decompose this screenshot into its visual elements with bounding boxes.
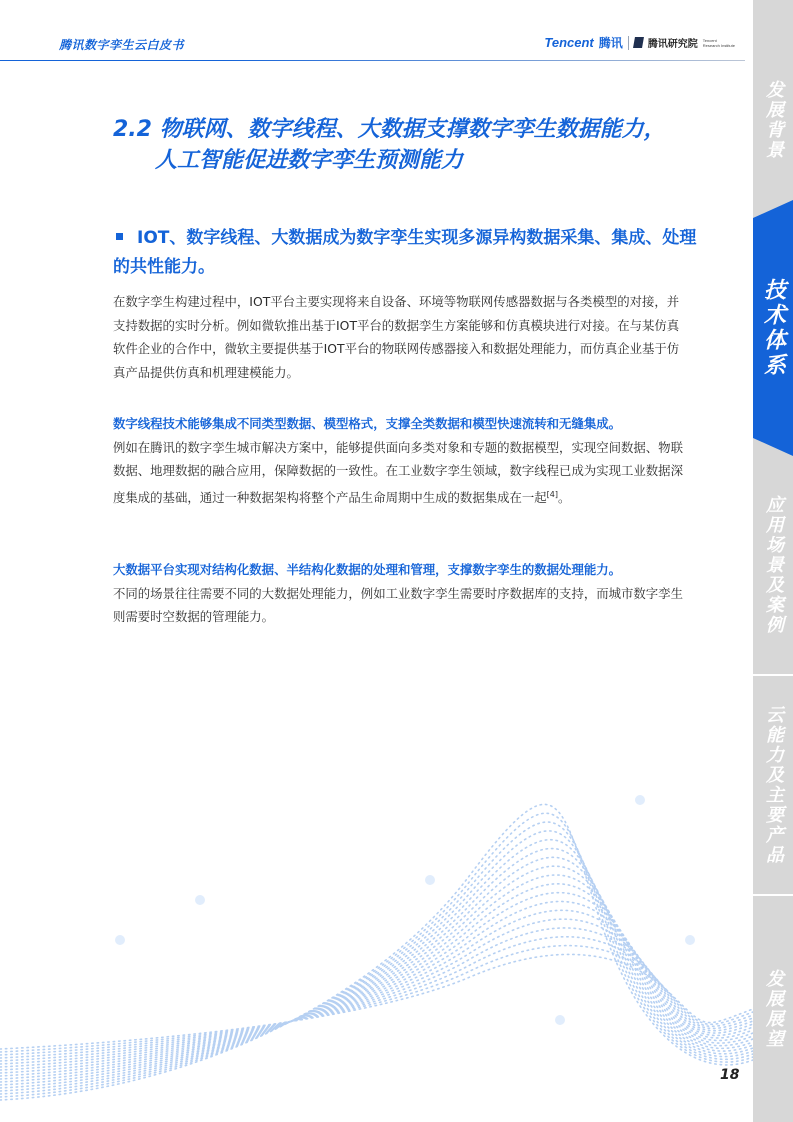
paragraph-iot: 在数字孪生构建过程中，IOT平台主要实现将来自设备、环境等物联网传感器数据与各类模型的对接，并支持数据的实时分析。例如微软推出基于IOT平台的数据孪生方案能够和仿真模块进行对接。在与某仿真软件企业的合作中，微软主要提供基于IOT平台的物联网传感器接入和数据处理能力，而仿真企业基于仿真产品提供仿真和机理建模能力。 bbox=[113, 294, 680, 380]
wave-glow-dot bbox=[635, 795, 645, 805]
side-nav bbox=[753, 0, 793, 1122]
side-tab-outlook[interactable]: 发展展望 bbox=[763, 969, 784, 1049]
tencent-logo-text: Tencent bbox=[544, 35, 594, 50]
page-header bbox=[0, 0, 745, 62]
wave-glow-dot bbox=[195, 895, 205, 905]
bullet-heading: IOT、数字线程、大数据成为数字孪生实现多源异构数据采集、集成、处理的共性能力。 bbox=[113, 228, 697, 277]
document-title: 腾讯数字孪生云白皮书 bbox=[59, 38, 185, 52]
wave-glow-dot bbox=[115, 935, 125, 945]
page-number: 18 bbox=[720, 1067, 740, 1083]
wave-glow-dot bbox=[425, 875, 435, 885]
paragraph-emphasis: 大数据平台实现对结构化数据、半结构化数据的处理和管理，支撑数字孪生的数据处理能力。 bbox=[113, 562, 622, 577]
decorative-dotted-wave bbox=[0, 680, 753, 1122]
paragraph-big-data: 大数据平台实现对结构化数据、半结构化数据的处理和管理，支撑数字孪生的数据处理能力。 不同的场景往往需要不同的大数据处理能力，例如工业数字孪生需要时序数据库的支持，而城市数字孪生则需要时空数据的管理能力。 bbox=[113, 562, 683, 624]
side-tab-cloud-products[interactable]: 云能力及主要产品 bbox=[763, 705, 784, 865]
square-bullet-icon bbox=[116, 233, 123, 240]
tencent-cn-logo-text: 腾讯 bbox=[598, 36, 623, 50]
section-title: 2.2 物联网、数字线程、大数据支撑数字孪生数据能力， 人工智能促进数字孪生预测能力 bbox=[113, 117, 666, 173]
brand-separator bbox=[628, 36, 629, 50]
research-institute-logo-icon bbox=[633, 37, 644, 48]
wave-line bbox=[0, 893, 753, 1070]
side-tab-tech-system[interactable]: 技术体系 bbox=[760, 278, 786, 378]
paragraph-emphasis: 数字线程技术能够集成不同类型数据、模型格式，支撑全类数据和模型快速流转和无缝集成。 bbox=[113, 416, 622, 431]
citation-ref[interactable]: [4] bbox=[546, 489, 559, 499]
wave-line bbox=[0, 919, 753, 1061]
brand-logo-group bbox=[544, 34, 735, 51]
wave-line bbox=[0, 804, 753, 1100]
research-institute-en: Tencent Research Institute bbox=[702, 37, 735, 48]
wave-glow-dot bbox=[685, 935, 695, 945]
paragraph-digital-thread: 数字线程技术能够集成不同类型数据、模型格式，支撑全类数据和模型快速流转和无缝集成。 例如在腾讯的数字孪生城市解决方案中，能够提供面向多类对象和专题的数据模型，实现空间数据、物联数据、地理数据的融合应用，保障数据的一致性。在工业数字孪生领域，数字线程已成为实现工业数据深度集成的基础，通过一种数据架构将整个产品生命周期中生成的数据集成在一起[4]。 bbox=[113, 416, 683, 505]
side-tab-applications[interactable]: 应用场景及案例 bbox=[763, 495, 784, 635]
header-rule bbox=[0, 60, 745, 61]
wave-glow-dot bbox=[555, 1015, 565, 1025]
side-tab-background[interactable]: 发展背景 bbox=[763, 80, 784, 160]
research-institute-name: 腾讯研究院 bbox=[647, 39, 698, 50]
